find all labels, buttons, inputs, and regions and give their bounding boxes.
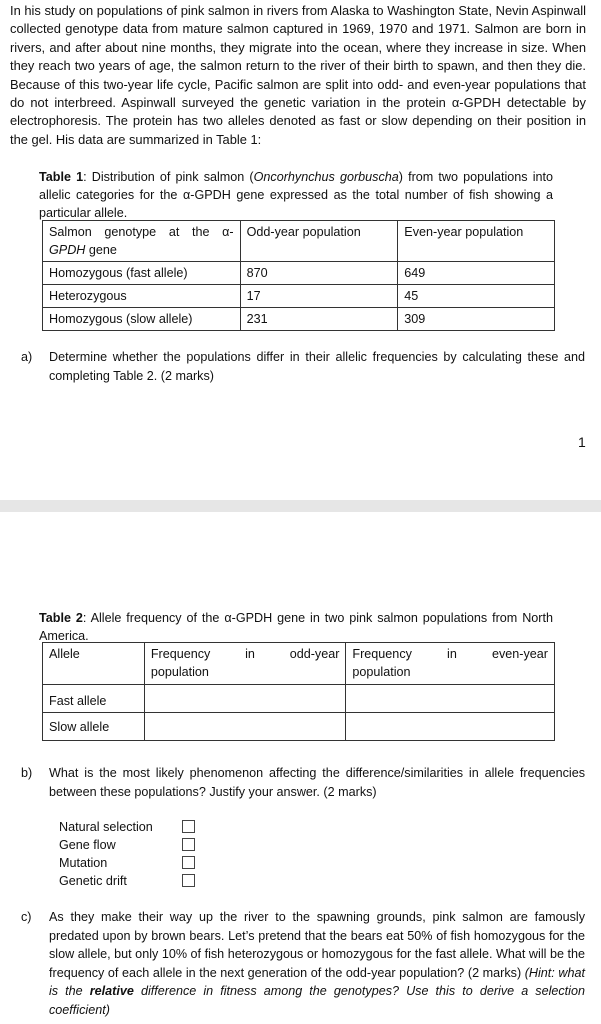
table1-caption-species: Oncorhynchus gorbuscha [253, 170, 399, 184]
question-c-hint-bold: relative [89, 984, 134, 998]
table1-cell-odd: 231 [240, 308, 398, 331]
question-c-text: As they make their way up the river to the spawning grounds, pink salmon are famously predated upon by brown bears. Let’s pretend that the bears eat 50% of fish homozygous for the slow allele, but only 10% of fish heterozygous or homozygous for the fast allele. What will be the frequency of each allele in the next generation of the odd-year population? (2 marks) [49, 910, 585, 980]
table2-caption [39, 609, 553, 645]
table2-cell-allele: Fast allele [43, 685, 145, 713]
table1-header-genotype-pre: Salmon genotype at the α- [49, 225, 234, 239]
question-c-hint-post: difference in fitness among the genotypes? Use this to derive a selection coefficient) [49, 984, 585, 1017]
table2-header-even: Frequency in even-year population [346, 643, 555, 685]
table1-cell-genotype: Heterozygous [43, 285, 241, 308]
table2-cell-allele: Slow allele [43, 713, 145, 741]
table1-cell-even: 309 [398, 308, 555, 331]
question-b-options [59, 818, 153, 890]
table2-cell-even[interactable] [346, 713, 555, 741]
table1-header-genotype [43, 221, 241, 262]
table-row [43, 262, 555, 285]
table1-header-odd: Odd-year population [240, 221, 398, 262]
table2-header-allele: Allele [43, 643, 145, 685]
table-row [43, 285, 555, 308]
table2-cell-odd[interactable] [144, 713, 346, 741]
table1-cell-odd: 17 [240, 285, 398, 308]
table1-cell-even: 45 [398, 285, 555, 308]
table1-caption [39, 168, 553, 222]
question-b-label: b) [21, 766, 33, 780]
table1-header-genotype-gene: GPDH [49, 243, 86, 257]
table1-header-genotype-post: gene [85, 243, 117, 257]
table2-cell-odd[interactable] [144, 685, 346, 713]
question-b-text: What is the most likely phenomenon affecting the difference/similarities in allele frequencies between these populations? Justify your answer. (2 marks) [49, 766, 585, 799]
table1-cell-even: 649 [398, 262, 555, 285]
option-mutation-checkbox[interactable] [182, 856, 195, 869]
table2-caption-label: Table 2 [39, 611, 83, 625]
table1 [42, 220, 555, 331]
table-row [43, 685, 555, 713]
page-number: 1 [578, 434, 586, 450]
table2-header-row [43, 643, 555, 685]
table1-cell-odd: 870 [240, 262, 398, 285]
table1-cell-genotype: Homozygous (fast allele) [43, 262, 241, 285]
table1-caption-pre: : Distribution of pink salmon ( [83, 170, 254, 184]
table-row [43, 308, 555, 331]
option-gene-flow-label: Gene flow [59, 838, 116, 852]
table1-header-row [43, 221, 555, 262]
option-genetic-drift-checkbox[interactable] [182, 874, 195, 887]
question-c-body [49, 908, 585, 1019]
page-break [0, 500, 601, 512]
table-row [43, 713, 555, 741]
option-natural-selection-checkbox[interactable] [182, 820, 195, 833]
table1-cell-genotype: Homozygous (slow allele) [43, 308, 241, 331]
intro-paragraph: In his study on populations of pink salmon in rivers from Alaska to Washington State, Nevin Aspinwall collected genotype data from mature salmon captured in 1969, 1970 and 1971. Salmon are born in rivers, and after about nine months, they migrate into the ocean, where they increase in size. When they reach two years of age, the salmon return to the river of their birth to spawn, and then they die. Because of this two-year life cycle, Pacific salmon are split into odd- and even-year populations that do not interbreed. Aspinwall surveyed the genetic variation in the protein α-GPDH detectable by electrophoresis. The protein has two alleles denoted as fast or slow depending on their position in the gel. His data are summarized in Table 1: [10, 3, 586, 147]
question-c-label: c) [21, 910, 32, 924]
table1-header-even: Even-year population [398, 221, 555, 262]
table1-caption-post: ) from two populations into allelic categories for the α-GPDH gene expressed as the total number of fish showing a particular allele. [39, 170, 553, 220]
option-natural-selection-label: Natural selection [59, 820, 153, 834]
table1-caption-label: Table 1 [39, 170, 84, 184]
question-a-label: a) [21, 350, 33, 364]
page-one [0, 0, 601, 500]
question-a-text: Determine whether the populations differ in their allelic frequencies by calculating these and completing Table 2. (2 marks) [49, 350, 585, 383]
table2-caption-text: : Allele frequency of the α-GPDH gene in two pink salmon populations from North America. [39, 611, 553, 643]
option-genetic-drift-label: Genetic drift [59, 874, 127, 888]
question-c-hint-pre: (Hint: what is the [49, 965, 585, 998]
option-mutation-label: Mutation [59, 856, 108, 870]
table2 [42, 642, 555, 741]
table2-cell-even[interactable] [346, 685, 555, 713]
table2-header-odd: Frequency in odd-year population [144, 643, 346, 685]
option-gene-flow-checkbox[interactable] [182, 838, 195, 851]
